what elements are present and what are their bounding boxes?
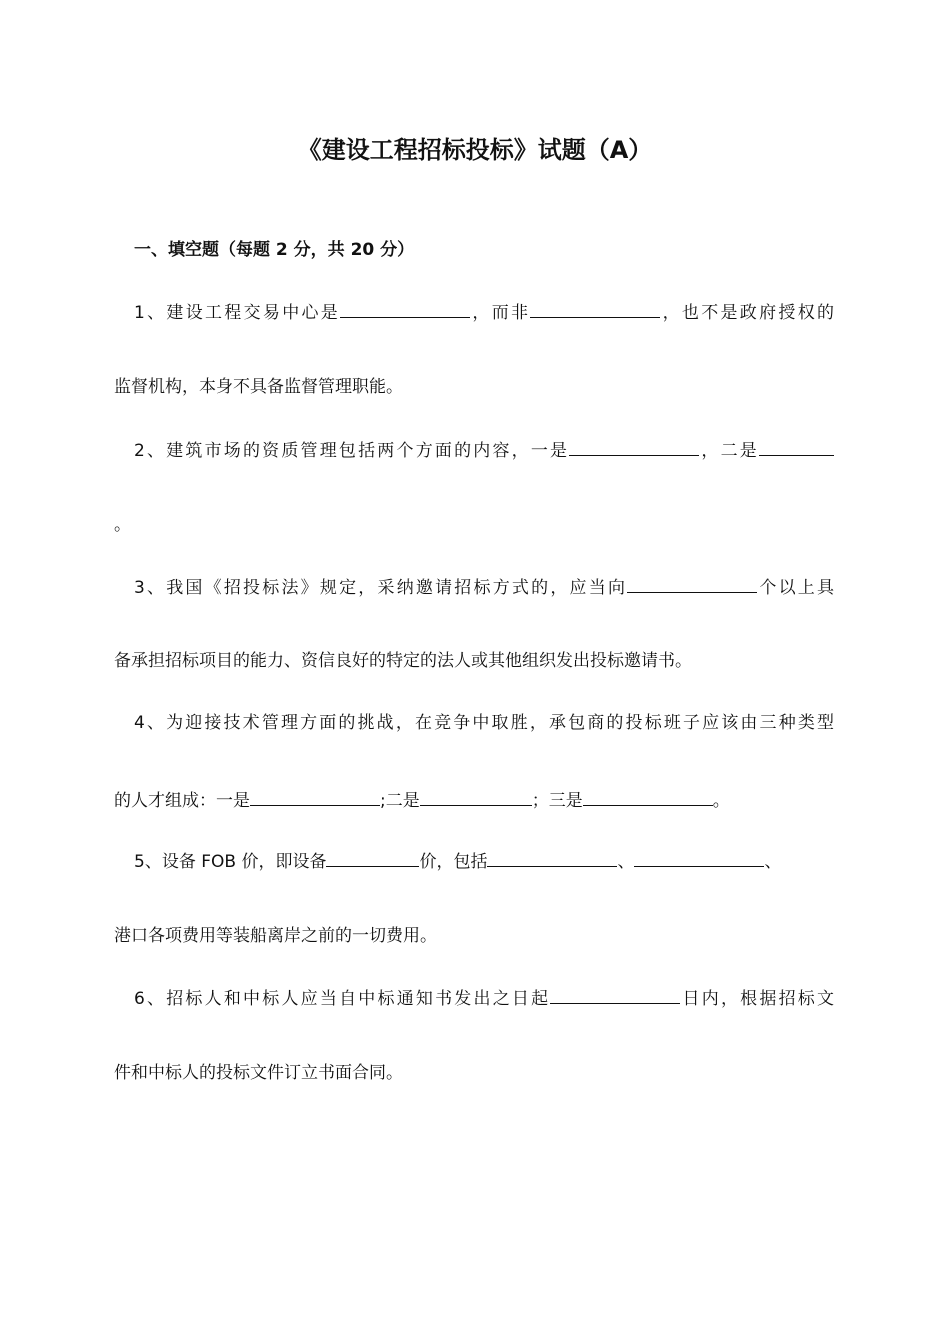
question-5-text: 5、设备 FOB 价，即设备 — [134, 852, 327, 872]
question-6-text: 6、招标人和中标人应当自中标通知书发出之日起 — [134, 989, 551, 1009]
question-2-line-1 — [134, 435, 834, 465]
answer-blank[interactable] — [530, 297, 660, 318]
question-1-text: 1、建设工程交易中心是 — [134, 303, 341, 323]
question-4-line-1: 4、为迎接技术管理方面的挑战，在竞争中取胜，承包商的投标班子应该由三种类型 — [134, 713, 834, 733]
question-1-text: ，而非 — [470, 303, 531, 323]
question-1-line-2: 监督机构，本身不具备监督管理职能。 — [114, 377, 403, 397]
answer-blank[interactable] — [550, 983, 680, 1004]
question-4-text: ;二是 — [380, 791, 420, 811]
question-5-line-1 — [134, 846, 834, 876]
question-2-line-2: 。 — [114, 515, 131, 535]
question-5-text: 、 — [617, 852, 635, 872]
question-4-text: 的人才组成：一是 — [114, 791, 250, 811]
answer-blank[interactable] — [569, 435, 699, 456]
question-3-text: 个以上具 — [757, 578, 834, 598]
document-title: 《建设工程招标投标》试题（A） — [297, 136, 653, 164]
question-5-text: 、 — [764, 852, 782, 872]
section-heading: 一、填空题（每题 2 分，共 20 分） — [134, 240, 415, 260]
question-4-text: 。 — [712, 791, 730, 811]
question-2-text: 2、建筑市场的资质管理包括两个方面的内容，一是 — [134, 441, 570, 461]
answer-blank[interactable] — [250, 785, 380, 806]
answer-blank[interactable] — [326, 846, 419, 867]
answer-blank[interactable] — [759, 435, 834, 456]
question-6-line-2: 件和中标人的投标文件订立书面合同。 — [114, 1063, 403, 1083]
answer-blank[interactable] — [340, 297, 470, 318]
question-5-line-2: 港口各项费用等装船离岸之前的一切费用。 — [114, 926, 437, 946]
question-6-line-1 — [134, 983, 834, 1013]
question-3-text: 3、我国《招投标法》规定，采纳邀请招标方式的，应当向 — [134, 578, 628, 598]
question-3-line-2: 备承担招标项目的能力、资信良好的特定的法人或其他组织发出投标邀请书。 — [114, 651, 692, 671]
question-3-line-1 — [134, 572, 834, 602]
question-2-text: ，二是 — [699, 441, 760, 461]
question-4-text: ；三是 — [531, 791, 583, 811]
question-4-line-2 — [114, 785, 834, 815]
answer-blank[interactable] — [420, 785, 532, 806]
question-6-text: 日内，根据招标文 — [680, 989, 834, 1009]
question-1-text: ，也不是政府授权的 — [660, 303, 835, 323]
answer-blank[interactable] — [627, 572, 757, 593]
question-5-text: 价，包括 — [419, 852, 488, 872]
answer-blank[interactable] — [487, 846, 617, 867]
answer-blank[interactable] — [634, 846, 764, 867]
question-1-line-1 — [134, 297, 834, 327]
answer-blank[interactable] — [583, 785, 713, 806]
